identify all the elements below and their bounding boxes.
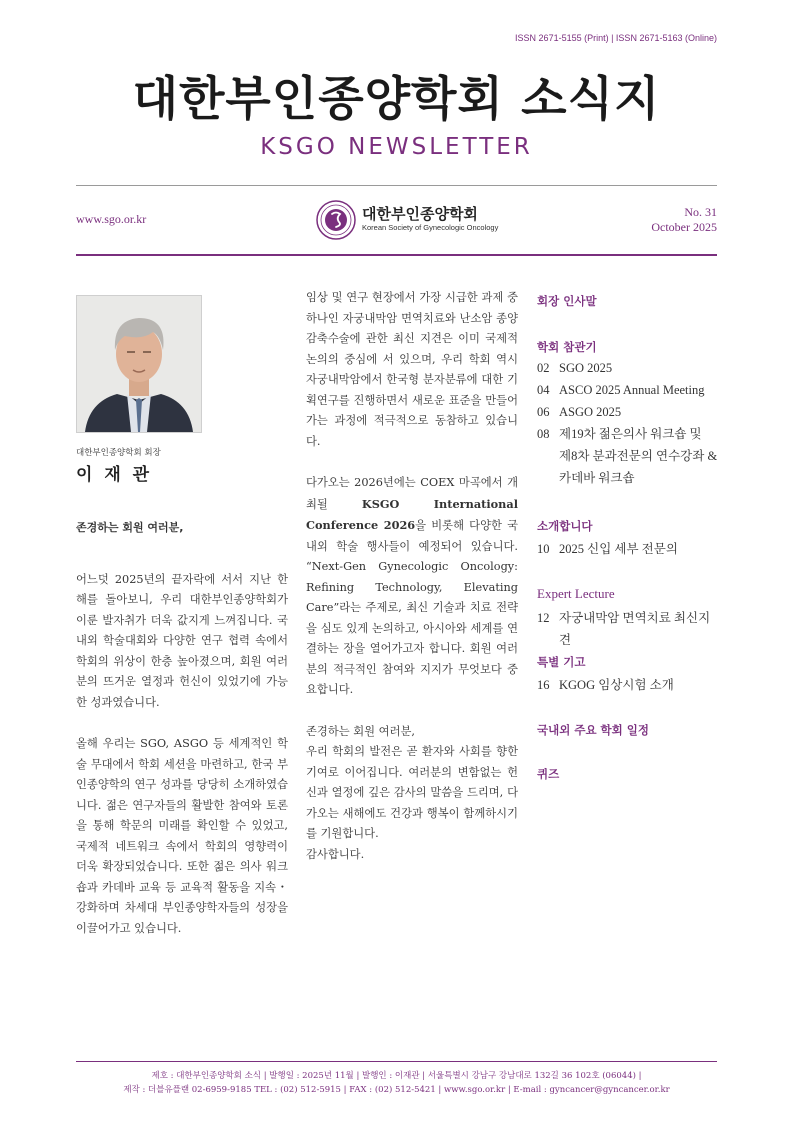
header-divider (76, 254, 717, 256)
toc-item-continued (537, 445, 722, 467)
toc-item[interactable] (537, 607, 722, 651)
toc-item-label-cont: 제8차 분과전문의 연수강좌 & (559, 449, 718, 463)
author-position: 대한부인종양학회 회장 (76, 448, 161, 458)
closing-greeting: 존경하는 회원 여러분, (306, 724, 415, 738)
letter-paragraph-2: 올해 우리는 SGO, ASGO 등 세계적인 학술 무대에서 학회 세션을 마련하고, 한국 부인종양학의 연구 성과를 당당히 소개하였습니다. 젊은 연구자들의 활발한 참여와 토론을 통해 학문의 미래를 확인할 수 있었고, 국제적 네트워크 속에서 학회의 영향력이 더욱 확장되었습니다. 또한 젊은 의사 워크숍과 카데바 교육 등 교육적 활동을 지속・강화하며 차세대 부인종양학자들의 성장을 이끌어가고 있습니다. (76, 737, 288, 935)
footer-line-2: 제작 : 더블유플랜 02-6959-9185 TEL : (02) 512-5915 | FAX : (02) 512-5421 | www.sgo.or.kr | E-mail : gyncancer@gyncancer.or.kr (123, 1085, 670, 1095)
footer-divider (76, 1061, 717, 1062)
toc-item-label: ASGO 2025 (559, 405, 622, 419)
p4-text-c: 을 비롯해 다양한 국내외 학술 행사들이 예정되어 있습니다. “Next-Gen Gynecologic Oncology: Refining Technology, Elevating Care”라는 주제로, 최신 기술과 치료 전략을 심도 있게 논의하고, 아시아와 세계를 연결하는 장을 열어가고자 합니다. 회원 여러분의 적극적인 참여와 지지가 무엇보다 중요합니다. (306, 519, 518, 696)
conference-name: KSGO International Conference 2026 (306, 496, 519, 532)
p4-text-a: 다가오는 2026년에는 COEX 마곡에서 개최될 (306, 476, 518, 511)
issn-line: ISSN 2671-5155 (Print) | ISSN 2671-5163 (Online) (515, 33, 717, 43)
toc-page-number: 10 (537, 542, 550, 556)
toc-item-label: KGOG 임상시험 소개 (559, 678, 674, 692)
toc-item-label: ASCO 2025 Annual Meeting (559, 383, 705, 397)
toc-item-label: 제19차 젊은의사 워크숍 및 (559, 427, 702, 441)
newsletter-subtitle: KSGO NEWSLETTER (260, 134, 533, 160)
website-link[interactable]: www.sgo.or.kr (76, 212, 147, 226)
society-logo-icon (316, 200, 356, 240)
toc-section-greeting[interactable]: 회장 인사말 (537, 294, 597, 308)
letter-thanks: 감사합니다. (306, 847, 365, 861)
toc-item[interactable] (537, 538, 722, 560)
top-divider (76, 185, 717, 186)
letter-greeting: 존경하는 회원 여러분, (76, 521, 184, 534)
toc-section-schedule[interactable]: 국내외 주요 학회 일정 (537, 723, 649, 737)
toc-section-special[interactable]: 특별 기고 (537, 655, 586, 669)
toc-section-quiz[interactable]: 퀴즈 (537, 767, 560, 781)
toc-item-label: SGO 2025 (559, 361, 613, 375)
toc-item-label-cont: 카데바 워크숍 (559, 471, 635, 485)
letter-paragraph-5: 우리 학회의 발전은 곧 환자와 사회를 향한 기여로 이어집니다. 여러분의 변함없는 헌신과 열정에 깊은 감사의 말씀을 드리며, 다가오는 새해에도 건강과 행복이 함께하시기를 기원합니다. (306, 745, 518, 840)
toc-item-label: 자궁내막암 면역치료 최신지견 (559, 611, 711, 647)
toc-reports-list (537, 357, 722, 489)
toc-page-number: 04 (537, 383, 550, 397)
portrait-image (77, 296, 201, 432)
footer-line-1: 제호 : 대한부인종양학회 소식 | 발행일 : 2025년 11월 | 발행인 : 이재관 | 서울특별시 강남구 강남대로 132길 36 102호 (06044) | (151, 1071, 642, 1081)
author-name: 이 재 관 (76, 465, 153, 485)
toc-item[interactable] (537, 423, 722, 445)
toc-section-reports[interactable]: 학회 참관기 (537, 340, 597, 354)
toc-item-continued (537, 467, 722, 489)
toc-item[interactable] (537, 357, 722, 379)
toc-item[interactable] (537, 674, 722, 696)
letter-paragraph-3: 임상 및 연구 현장에서 가장 시급한 과제 중 하나인 자궁내막암 면역치료와 난소암 종양감축수술에 관한 최신 지견은 이미 국제적 논의의 중심에 서 있으며, 우리 학회 역시 자궁내막암에서 한국형 분자분류에 대한 기획연구를 진행하면서 새로운 표준을 만들어가는 과정에 적극적으로 동참하고 있습니다. (306, 291, 518, 448)
toc-page-number: 12 (537, 611, 550, 625)
issue-date: October 2025 (651, 220, 717, 234)
newsletter-title: 대한부인종양학회 소식지 (132, 72, 661, 127)
toc-section-lecture[interactable]: Expert Lecture (537, 586, 615, 601)
president-photo (76, 295, 202, 433)
org-name: 대한부인종양학회 (362, 205, 478, 223)
toc-page-number: 16 (537, 678, 550, 692)
toc-page-number: 08 (537, 427, 550, 441)
letter-paragraph-1: 어느덧 2025년의 끝자락에 서서 지난 한 해를 돌아보니, 우리 대한부인종양학회가 이룬 발자취가 더욱 값지게 느껴집니다. 국내외 학술대회와 다양한 연구 협력 속에서 학회의 위상이 한층 높아졌으며, 회원 여러분의 뜨거운 열정과 헌신이 있었기에 가능한 성과였습니다. (76, 572, 288, 709)
toc-page-number: 02 (537, 361, 550, 375)
issue-info (651, 205, 717, 235)
letter-column-2 (306, 288, 518, 865)
issue-number: No. 31 (684, 205, 717, 219)
toc-item[interactable] (537, 401, 722, 423)
org-name-en: Korean Society of Gynecologic Oncology (362, 223, 499, 232)
toc-item-label: 2025 신입 세부 전문의 (559, 542, 678, 556)
letter-column-1 (76, 518, 288, 939)
toc-item[interactable] (537, 379, 722, 401)
letter-paragraph-4 (306, 473, 518, 701)
toc-section-intro[interactable]: 소개합니다 (537, 519, 593, 533)
toc-page-number: 06 (537, 405, 550, 419)
